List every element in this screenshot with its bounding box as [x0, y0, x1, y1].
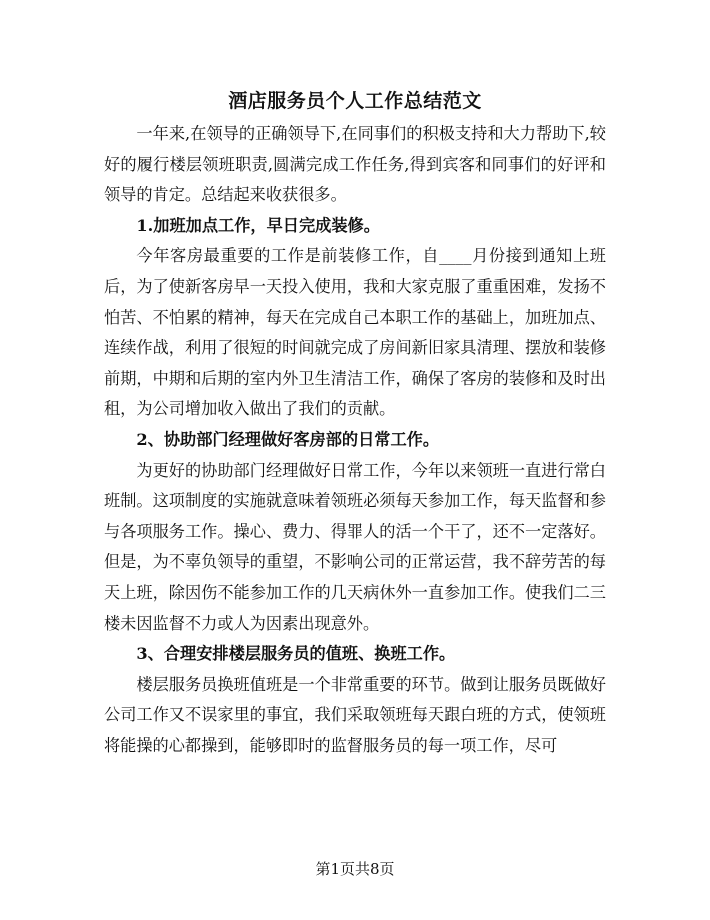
document-title: 酒店服务员个人工作总结范文 — [228, 90, 482, 112]
section-1-heading: 1.加班加点工作，早日完成装修。 — [136, 215, 380, 235]
document-body — [104, 119, 606, 761]
section-3-heading: 3、合理安排楼层服务员的值班、换班工作。 — [136, 644, 456, 664]
page-number-footer: 第1页共8页 — [315, 860, 395, 878]
section-1-paragraph: 今年客房最重要的工作是前装修工作，自____月份接到通知上班后，为了使新客房早一天投入使用，我和大家克服了重重困难，发扬不怕苦、不怕累的精神，每天在完成自己本职工作的基础上，加班加点、连续作战，利用了很短的时间就完成了房间新旧家具清理、摆放和装修前期，中期和后期的室内外卫生清洁工作，确保了客房的装修和及时出租，为公司增加收入做出了我们的贡献。 — [104, 246, 606, 419]
section-2-heading: 2、协助部门经理做好客房部的日常工作。 — [136, 429, 440, 449]
section-2-paragraph: 为更好的协助部门经理做好日常工作，今年以来领班一直进行常白班制。这项制度的实施就意味着领班必须每天参加工作，每天监督和参与各项服务工作。操心、费力、得罪人的活一个干了，还不一定落好。但是，为不辜负领导的重望，不影响公司的正常运营，我不辞劳苦的每天上班，除因伤不能参加工作的几天病休外一直参加工作。使我们二三楼未因监督不力或人为因素出现意外。 — [104, 460, 606, 633]
intro-paragraph: 一年来,在领导的正确领导下,在同事们的积极支持和大力帮助下,较好的履行楼层领班职责,圆满完成工作任务,得到宾客和同事们的好评和领导的肯定。总结起来收获很多。 — [104, 124, 606, 205]
section-3-paragraph: 楼层服务员换班值班是一个非常重要的环节。做到让服务员既做好公司工作又不误家里的事宜，我们采取领班每天跟白班的方式，使领班将能操的心都操到，能够即时的监督服务员的每一项工作，尽可 — [104, 674, 606, 755]
